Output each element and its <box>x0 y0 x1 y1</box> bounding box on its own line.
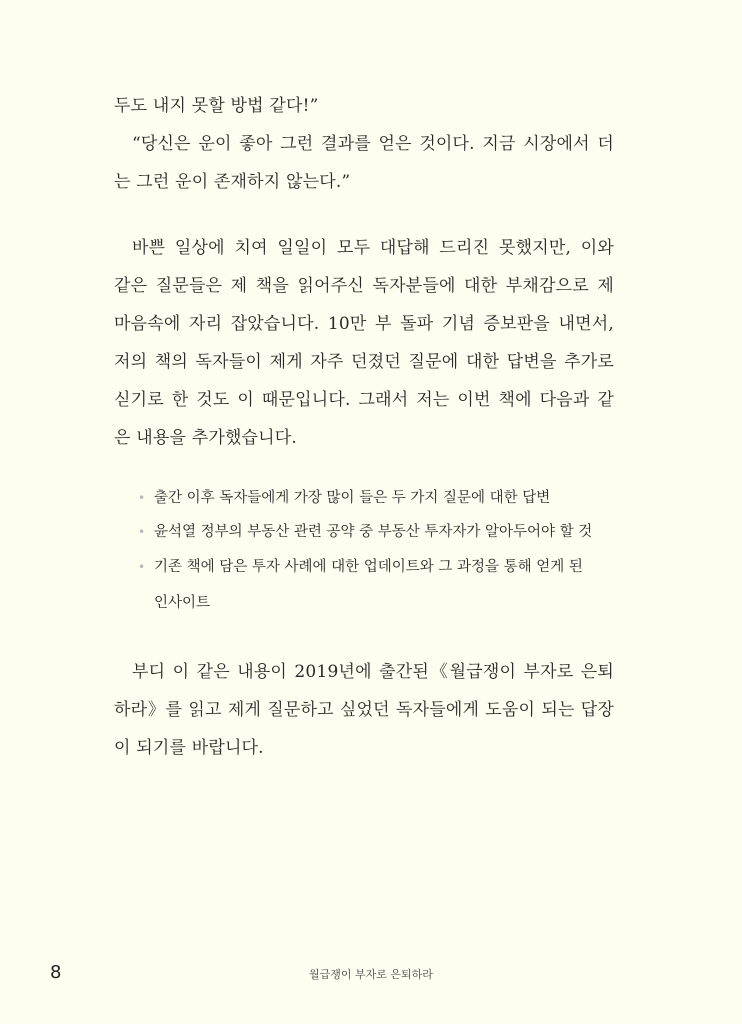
list-item <box>138 487 550 509</box>
text-line: 하라》를 읽고 제게 질문하고 싶었던 독자들에게 도움이 되는 답장 <box>114 700 614 720</box>
text-line: 부디 이 같은 내용이 2019년에 출간된《월급쟁이 부자로 은퇴 <box>132 662 614 682</box>
bullet-text: 출간 이후 독자들에게 가장 많이 들은 두 가지 질문에 대한 답변 <box>154 490 551 506</box>
list-item <box>138 521 592 543</box>
bullet-continuation: 인사이트 <box>154 595 211 611</box>
text-line: 바쁜 일상에 치여 일일이 모두 대답해 드리진 못했지만, 이와 <box>132 238 614 258</box>
text-line: “당신은 운이 좋아 그런 결과를 얻은 것이다. 지금 시장에서 더 <box>132 134 614 154</box>
text-line: 이 되기를 바랍니다. <box>114 738 264 758</box>
text-line: 은 내용을 추가했습니다. <box>114 428 298 448</box>
text-line: 같은 질문들은 제 책을 읽어주신 독자분들에 대한 부채감으로 제 <box>114 276 614 296</box>
running-title: 월급쟁이 부자로 은퇴하라 <box>309 968 433 981</box>
bullet-icon: • <box>138 491 146 505</box>
text-line: 는 그런 운이 존재하지 않는다.” <box>114 172 351 192</box>
text-line: 싣기로 한 것도 이 때문입니다. 그래서 저는 이번 책에 다음과 같 <box>114 390 614 410</box>
text-line: 두도 내지 못할 방법 같다!” <box>114 96 319 116</box>
bullet-icon: • <box>138 560 146 574</box>
page-number: 8 <box>50 962 62 983</box>
list-item <box>138 556 583 578</box>
bullet-text: 기존 책에 담은 투자 사례에 대한 업데이트와 그 과정을 통해 얻게 된 <box>154 559 583 575</box>
bullet-text: 윤석열 정부의 부동산 관련 공약 중 부동산 투자자가 알아두어야 할 것 <box>154 524 593 540</box>
text-line: 마음속에 자리 잡았습니다. 10만 부 돌파 기념 증보판을 내면서, <box>114 314 614 334</box>
bullet-icon: • <box>138 525 146 539</box>
text-line: 저의 책의 독자들이 제게 자주 던졌던 질문에 대한 답변을 추가로 <box>114 352 614 372</box>
